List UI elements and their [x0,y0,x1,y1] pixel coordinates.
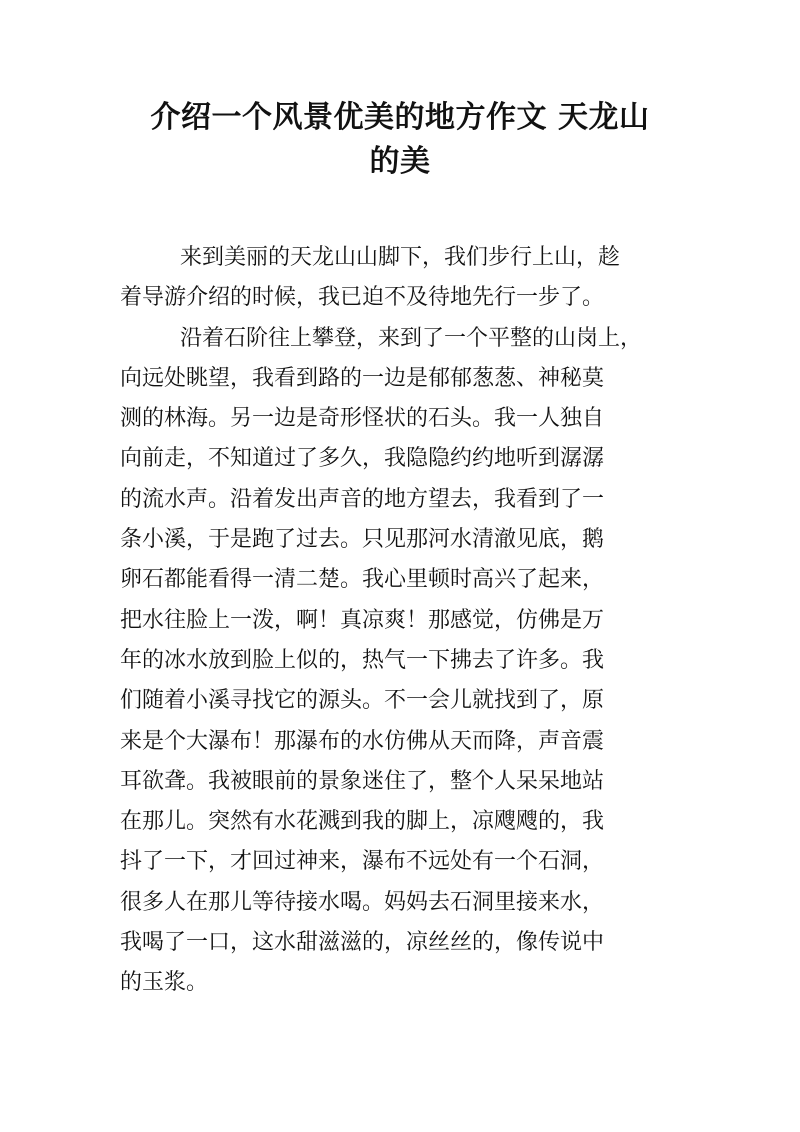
paragraph-line: 沿着石阶往上攀登，来到了一个平整的山岗上， [180,325,643,351]
paragraph-1 [120,238,680,319]
paragraph-line: 来到美丽的天龙山山脚下，我们步行上山，趁 [180,245,621,270]
paragraph-line: 年的冰水放到脸上似的，热气一下拂去了许多。我 [120,647,605,673]
paragraph-line: 在那儿。突然有水花溅到我的脚上，凉飕飕的，我 [120,809,605,835]
paragraph-line: 很多人在那儿等待接水喝。妈妈去石洞里接来水， [120,889,605,915]
paragraph-line: 们随着小溪寻找它的源头。不一会儿就找到了，原 [120,688,605,714]
paragraph-line: 测的林海。另一边是奇形怪状的石头。我一人独自 [120,406,605,432]
paragraph-line: 向远处眺望，我看到路的一边是郁郁葱葱、神秘莫 [120,365,605,391]
paragraph-line: 抖了一下，才回过神来，瀑布不远处有一个石洞， [120,849,605,875]
paragraph-line: 我喝了一口，这水甜滋滋的，凉丝丝的，像传说中 [120,930,605,956]
paragraph-line: 向前走，不知道过了多久，我隐隐约约地听到潺潺 [120,446,605,472]
paragraph-line: 的流水声。沿着发出声音的地方望去，我看到了一 [120,486,605,512]
title-line-2: 的美 [369,144,431,179]
paragraph-line: 卵石都能看得一清二楚。我心里顿时高兴了起来， [120,567,605,593]
document-body [120,238,680,1004]
paragraph-line: 的玉浆。 [120,970,209,996]
title-line-1: 介绍一个风景优美的地方作文 天龙山 [150,100,650,135]
paragraph-line: 来是个大瀑布！那瀑布的水仿佛从天而降，声音震 [120,728,605,754]
document-title [100,96,700,184]
paragraph-line: 把水往脸上一泼，啊！真凉爽！那感觉，仿佛是万 [120,607,605,633]
paragraph-line: 耳欲聋。我被眼前的景象迷住了，整个人呆呆地站 [120,768,605,794]
paragraph-2 [120,319,680,1004]
paragraph-line: 着导游介绍的时候，我已迫不及待地先行一步了。 [120,285,605,311]
paragraph-line: 条小溪，于是跑了过去。只见那河水清澈见底，鹅 [120,527,605,553]
